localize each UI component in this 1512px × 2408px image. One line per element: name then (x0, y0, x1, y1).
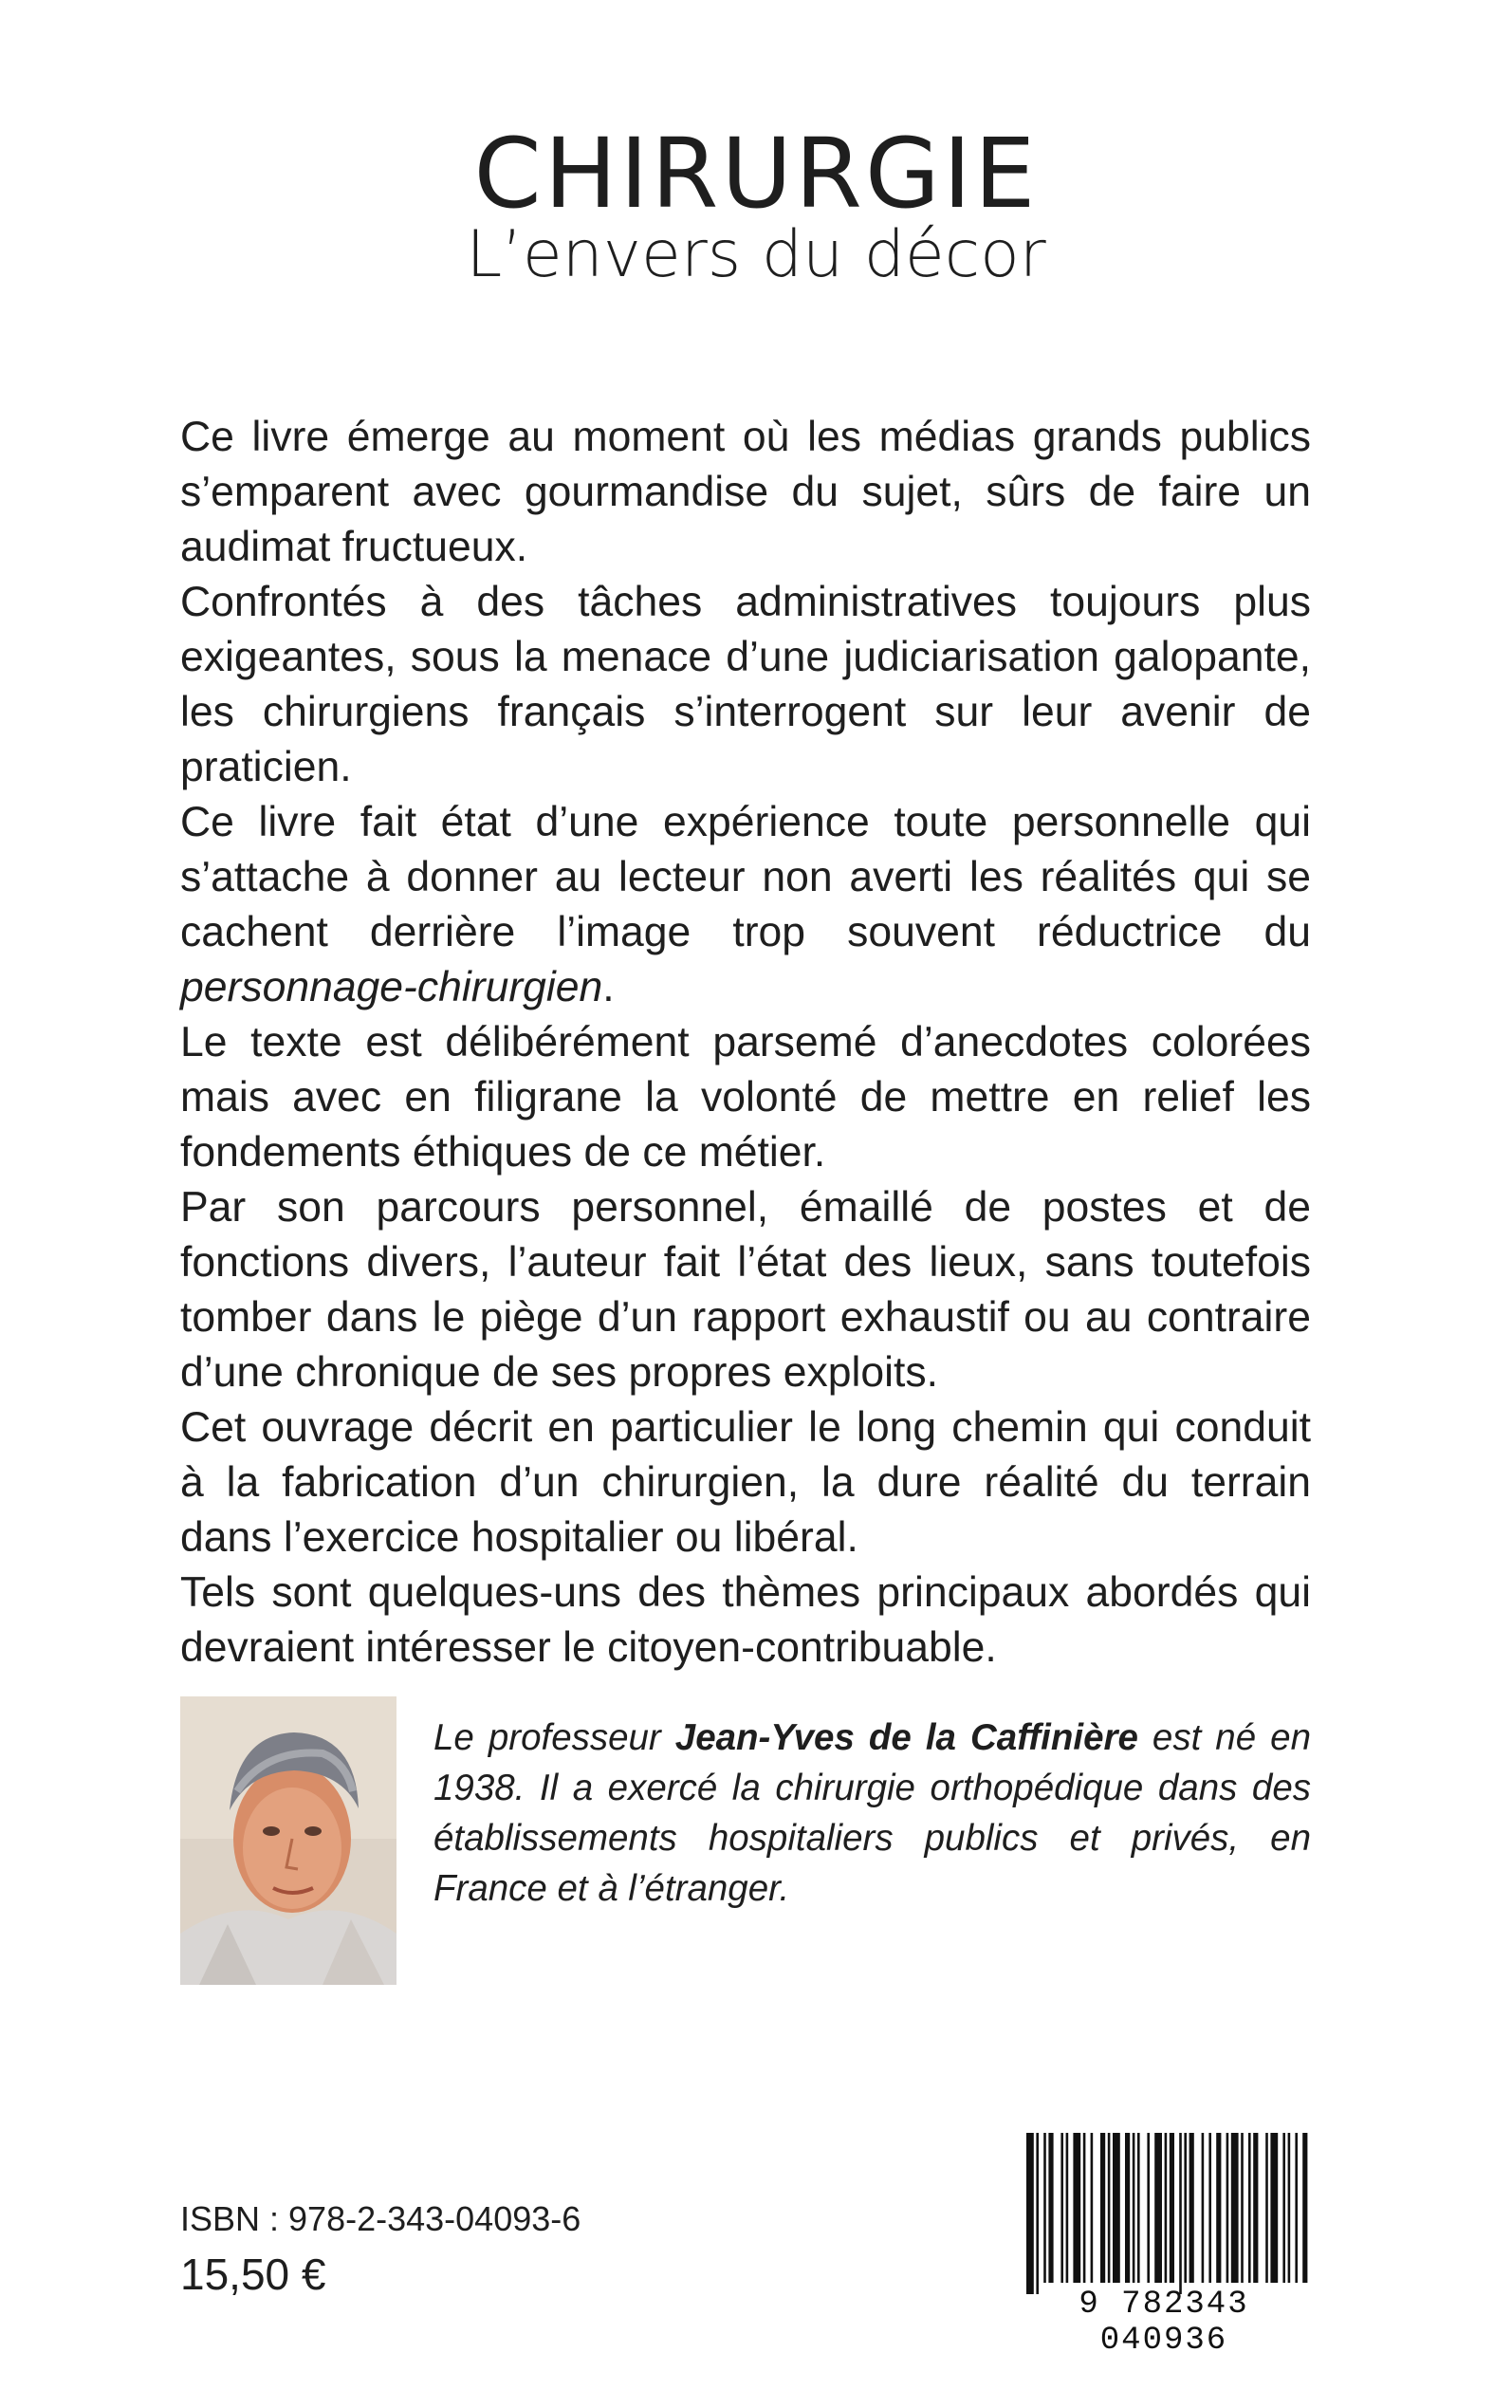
barcode-bar (1083, 2133, 1086, 2283)
barcode-bar (1231, 2133, 1239, 2283)
barcode-bar (1091, 2133, 1094, 2283)
blurb-paragraph (180, 795, 1311, 1015)
author-bio-text: est né en 1938. Il a exercé la chirurgie orthopédique dans des établissements hospitaliers publics et privés, en France et à l’étranger. (433, 1717, 1311, 1909)
barcode-bar (1270, 2133, 1278, 2283)
barcode-digits: 9 782343 040936 (1079, 2287, 1249, 2359)
barcode-bar (1108, 2133, 1111, 2283)
barcode-bar (1113, 2133, 1120, 2283)
back-cover-blurb (180, 410, 1311, 1676)
barcode-bar (1147, 2133, 1150, 2283)
barcode-bar (1288, 2133, 1291, 2283)
barcode-bar (1282, 2133, 1285, 2283)
barcode-bar (1253, 2133, 1258, 2283)
blurb-paragraph: Le texte est délibérément parsemé d’anecdotes colorées mais avec en filigrane la volonté de mettre en relief les fondements éthiques de ce métier. (180, 1019, 1311, 1176)
barcode-bar (1302, 2133, 1307, 2283)
blurb-paragraph: Confrontés à des tâches administratives toujours plus exigeantes, sous la menace d’une judiciarisation galopante, les chirurgiens français s’interrogent sur leur avenir de praticien. (180, 579, 1311, 790)
blurb-text: Ce livre fait état d’une expérience toute personnelle qui s’attache à donner au lecteur non averti les réalités qui se cachent derrière l’image trop souvent réductrice du (180, 799, 1311, 955)
book-price: 15,50 € (180, 2250, 326, 2299)
barcode-bar (1043, 2133, 1046, 2283)
barcode-bar (1026, 2133, 1034, 2294)
blurb-paragraph: Cet ouvrage décrit en particulier le long chemin qui conduit à la fabrication d’un chirurgien, la dure réalité du terrain dans l’exercice hospitalier ou libéral. (180, 1404, 1311, 1561)
book-subtitle: L’envers du décor (466, 217, 1046, 292)
blurb-paragraph: Tels sont quelques-uns des thèmes principaux abordés qui devraient intéresser le citoyen-contribuable. (180, 1569, 1311, 1671)
barcode-bar (1208, 2133, 1211, 2283)
barcode-bar (1154, 2133, 1162, 2283)
barcode-bar (1216, 2133, 1221, 2283)
barcode-bar (1036, 2133, 1039, 2294)
author-portrait-painting (180, 1696, 396, 1985)
barcode-bar (1170, 2133, 1174, 2283)
barcode-bar (1184, 2133, 1187, 2283)
author-portrait (180, 1696, 396, 1985)
author-bio (433, 1713, 1311, 1914)
barcode-bar (1202, 2133, 1205, 2283)
barcode-bar (1165, 2133, 1168, 2283)
isbn-number: ISBN : 978-2-343-04093-6 (180, 2199, 581, 2238)
barcode (1013, 2133, 1315, 2359)
barcode-bar (1073, 2133, 1080, 2283)
blurb-emphasis: personnage-chirurgien (180, 964, 603, 1010)
barcode-bar (1060, 2133, 1063, 2283)
blurb-paragraph: Ce livre émerge au moment où les médias grands publics s’emparent avec gourmandise du sujet, sûrs de faire un audimat fructueux. (180, 414, 1311, 570)
blurb-text: . (602, 964, 615, 1010)
barcode-bar (1189, 2133, 1194, 2283)
barcode-bar (1265, 2133, 1268, 2283)
barcode-bars (1013, 2133, 1315, 2294)
barcode-bar (1048, 2133, 1053, 2283)
barcode-bar (1100, 2133, 1105, 2283)
author-bio-text: Le professeur (433, 1717, 675, 1758)
barcode-bar (1137, 2133, 1140, 2283)
barcode-bar (1248, 2133, 1251, 2283)
barcode-bar (1125, 2133, 1130, 2283)
barcode-bar (1066, 2133, 1069, 2283)
book-title: CHIRURGIE (473, 118, 1039, 231)
barcode-bar (1295, 2133, 1298, 2283)
barcode-bar (1226, 2133, 1229, 2283)
barcode-bar (1133, 2133, 1135, 2283)
author-name: Jean-Yves de la Caffinière (674, 1717, 1138, 1758)
blurb-paragraph: Par son parcours personnel, émaillé de postes et de fonctions divers, l’auteur fait l’état des lieux, sans toutefois tomber dans le piège d’un rapport exhaustif ou au contraire d’une chronique de ses propres exploits. (180, 1184, 1311, 1396)
barcode-bar (1179, 2133, 1182, 2294)
barcode-bar (1241, 2133, 1244, 2283)
